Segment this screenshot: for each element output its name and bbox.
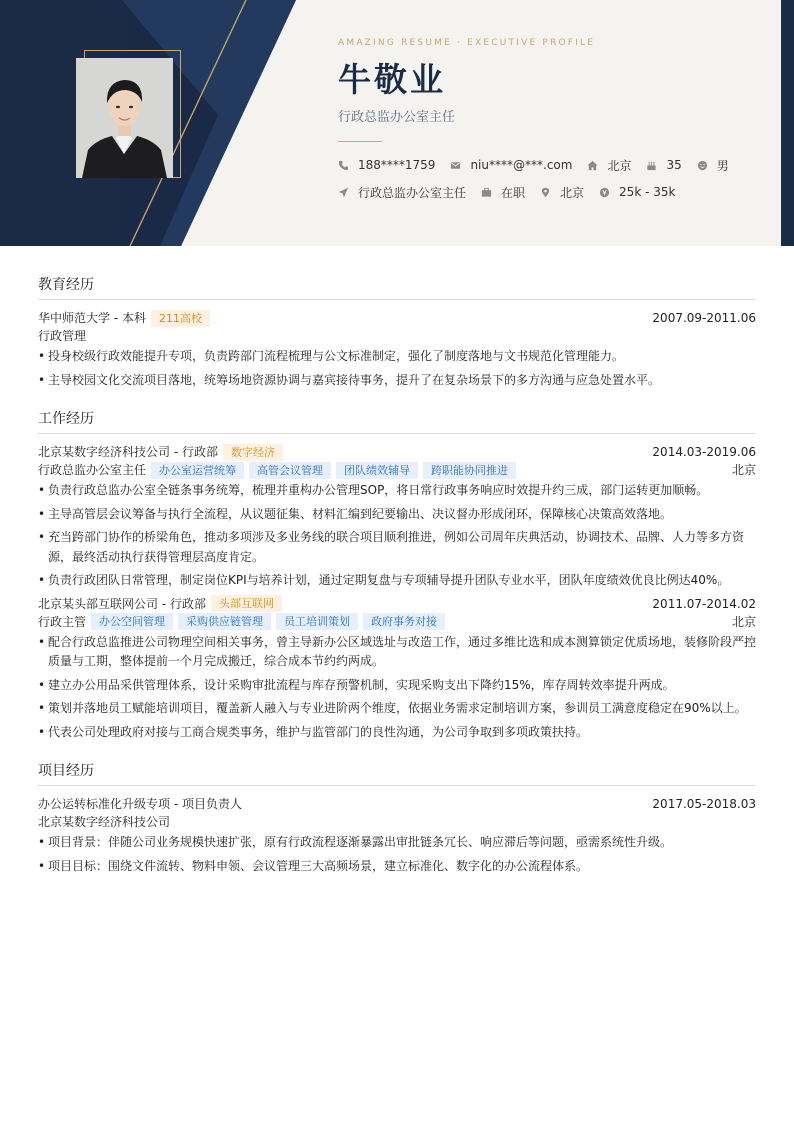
school-degree: 华中师范大学 - 本科 <box>38 311 146 325</box>
entry-date: 2014.03-2019.06 <box>652 445 756 459</box>
project-org: 北京某数字经济科技公司 <box>38 815 171 829</box>
section-title: 项目经历 <box>38 762 756 786</box>
entry-subheader <box>38 813 756 831</box>
intent-city-value: 北京 <box>560 185 585 200</box>
phone-icon <box>338 160 349 171</box>
entry-date: 2007.09-2011.06 <box>652 311 756 325</box>
gold-divider <box>338 141 382 142</box>
list-item: • 项目目标：围绕文件流转、物料申领、会议管理三大高频场景，建立标准化、数字化的办公流程体系。 <box>38 857 756 877</box>
entry-header <box>38 595 756 613</box>
list-item: • 负责行政总监办公室全链条事务统筹，梳理并重构办公管理SOP，将日常行政事务响应时效提升约三成，部门运转更加顺畅。 <box>38 481 756 501</box>
list-item: • 策划并落地员工赋能培训项目，覆盖新人融入与专业进阶两个维度，依据业务需求定制培训方案，参训员工满意度稳定在90%以上。 <box>38 699 756 719</box>
cake-icon <box>646 160 657 171</box>
intent-salary <box>599 185 675 199</box>
list-item: • 主导高管层会议筹备与执行全流程，从议题征集、材料汇编到纪要输出、决议督办形成闭环，保障核心决策高效落地。 <box>38 505 756 525</box>
list-item: • 建立办公用品采供管理体系，设计采购审批流程与库存预警机制，实现采购支出下降约15%，库存周转效率提升两成。 <box>38 676 756 696</box>
education-section <box>38 276 756 390</box>
age-value: 35 <box>666 158 682 172</box>
project-entry <box>38 795 756 876</box>
location-icon <box>540 187 551 198</box>
phone-value: 188****1759 <box>358 158 436 172</box>
mail-icon <box>450 160 461 171</box>
entry-date: 2011.07-2014.02 <box>652 596 756 611</box>
skill-tag: 团队绩效辅导 <box>336 462 418 479</box>
education-entry <box>38 309 756 390</box>
skill-tag: 办公室运营统筹 <box>151 462 244 479</box>
money-icon <box>599 187 610 198</box>
header-edge-strip <box>781 0 794 246</box>
project-name-role: 办公运转标准化升级专项 - 项目负责人 <box>38 797 242 811</box>
entry-header <box>38 309 756 327</box>
resume-body <box>38 276 756 896</box>
section-title: 工作经历 <box>38 410 756 434</box>
bullet-list <box>38 347 756 390</box>
entry-date: 2017.05-2018.03 <box>652 797 756 811</box>
contact-phone[interactable] <box>338 158 435 172</box>
section-title: 教育经历 <box>38 276 756 300</box>
job-city: 北京 <box>731 463 756 477</box>
list-item: • 充当跨部门协作的桥梁角色，推动多项涉及多业务线的联合项目顺利推进，例如公司周年庆典活动，协调技术、品牌、人力等多方资源，最终活动执行获得管理层高度肯定。 <box>38 528 756 567</box>
company-dept: 北京某数字经济科技公司 - 行政部 <box>38 445 218 459</box>
intent-status-value: 在职 <box>501 185 526 200</box>
list-item: • 配合行政总监推进公司物理空间相关事务，曾主导新办公区域选址与改造工作，通过多维比选和成本测算锁定优质场地，装修阶段严控质量与工期，整体提前一个月完成搬迁，综合成本节约约两成。 <box>38 633 756 672</box>
work-section <box>38 410 756 742</box>
briefcase-icon <box>481 187 492 198</box>
hometown-value: 北京 <box>607 158 632 173</box>
resume-kicker: AMAZING RESUME · EXECUTIVE PROFILE <box>338 38 596 48</box>
intent-city <box>540 184 584 201</box>
skill-tag: 办公空间管理 <box>91 613 173 630</box>
bullet-list <box>38 633 756 743</box>
contact-age <box>646 158 681 172</box>
intent-position-value: 行政总监办公室主任 <box>358 185 467 200</box>
header-info <box>338 38 778 201</box>
school-tag: 211高校 <box>151 310 210 327</box>
skill-tag: 采购供应链管理 <box>178 613 271 630</box>
entry-header <box>38 443 756 461</box>
work-entry <box>38 443 756 591</box>
send-icon <box>338 187 349 198</box>
entry-subheader <box>38 461 756 479</box>
major: 行政管理 <box>38 329 87 343</box>
candidate-title: 行政总监办公室主任 <box>338 110 456 125</box>
list-item: • 负责行政团队日常管理，制定岗位KPI与培养计划，通过定期复盘与专项辅导提升团队专业水平，团队年度绩效优良比例达40%。 <box>38 571 756 591</box>
home-icon <box>587 160 598 171</box>
avatar <box>76 58 173 178</box>
intent-position <box>338 184 466 201</box>
intent-salary-value: 25k - 35k <box>619 185 676 199</box>
job-role: 行政总监办公室主任 <box>38 463 147 477</box>
job-role: 行政主管 <box>38 614 87 629</box>
job-city: 北京 <box>731 614 756 629</box>
email-value: niu****@***.com <box>470 158 573 172</box>
smile-icon <box>697 160 708 171</box>
industry-tag: 数字经济 <box>223 444 283 461</box>
bullet-list <box>38 833 756 876</box>
skill-tag: 跨职能协同推进 <box>423 462 516 479</box>
contact-row <box>338 156 778 174</box>
bullet-list <box>38 481 756 591</box>
skill-tag: 高管会议管理 <box>249 462 331 479</box>
contact-hometown <box>587 157 631 174</box>
contact-gender <box>697 157 729 174</box>
company-dept: 北京某头部互联网公司 - 行政部 <box>38 596 206 611</box>
contact-email[interactable] <box>450 158 572 172</box>
project-section <box>38 762 756 876</box>
list-item: • 项目背景：伴随公司业务规模快速扩张，原有行政流程逐渐暴露出审批链条冗长、响应滞后等问题，亟需系统性升级。 <box>38 833 756 853</box>
list-item: • 投身校级行政效能提升专项，负责跨部门流程梳理与公文标准制定，强化了制度落地与文书规范化管理能力。 <box>38 347 756 367</box>
intent-status <box>481 184 525 201</box>
entry-subheader <box>38 613 756 631</box>
skill-tag: 员工培训策划 <box>276 613 358 630</box>
skill-tag: 政府事务对接 <box>363 613 445 630</box>
entry-header <box>38 795 756 813</box>
resume-header <box>0 0 794 246</box>
candidate-name: 牛敬业 <box>338 60 446 99</box>
intent-row <box>338 183 778 201</box>
entry-subheader <box>38 327 756 345</box>
list-item: • 代表公司处理政府对接与工商合规类事务，维护与监管部门的良性沟通，为公司争取到多项政策扶持。 <box>38 723 756 743</box>
industry-tag: 头部互联网 <box>211 595 282 612</box>
work-entry <box>38 595 756 743</box>
list-item: • 主导校园文化交流项目落地，统筹场地资源协调与嘉宾接待事务，提升了在复杂场景下的多方沟通与应急处置水平。 <box>38 371 756 391</box>
gender-value: 男 <box>716 158 729 173</box>
